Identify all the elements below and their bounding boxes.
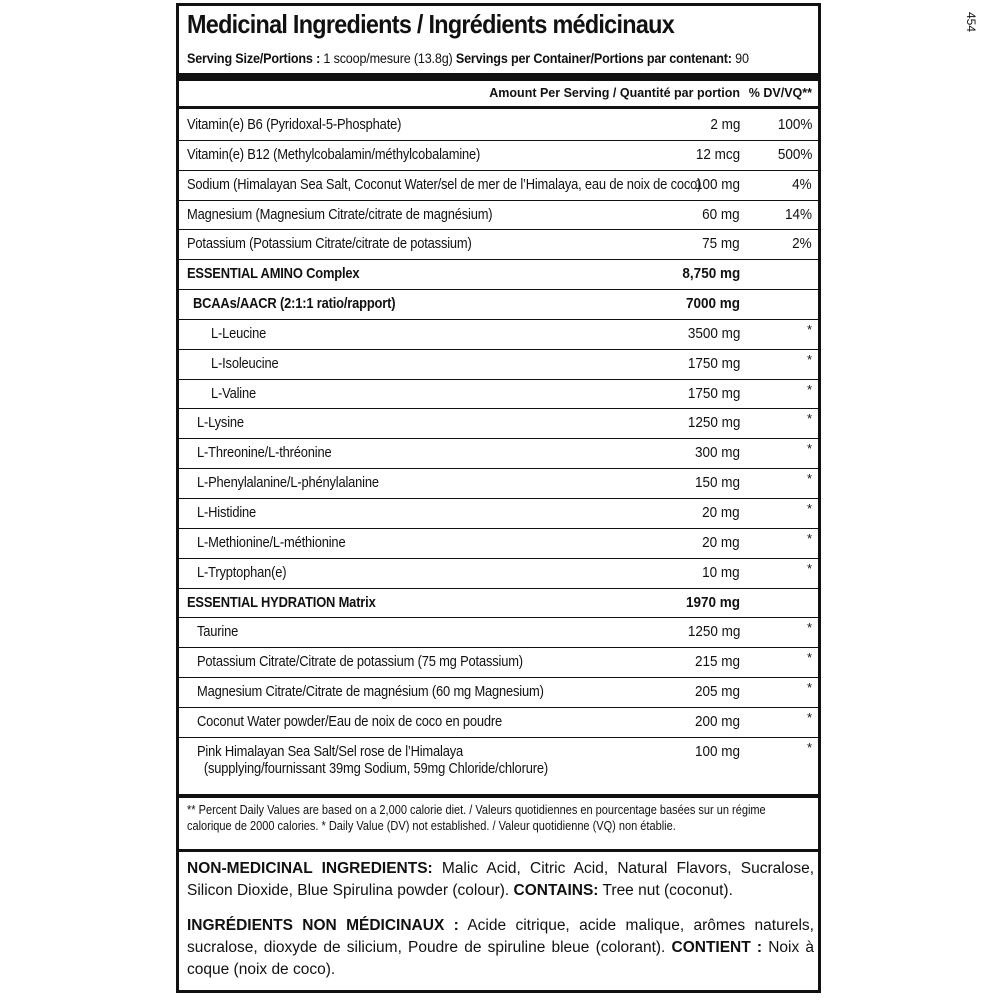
ingredient-name-line: Taurine — [197, 623, 239, 641]
ingredient-amount: 20 mg — [702, 503, 740, 521]
ingredient-name — [197, 414, 244, 431]
non-medicinal-label-fr: INGRÉDIENTS NON MÉDICINAUX : — [187, 917, 459, 934]
non-medicinal-label-en: NON-MEDICINAL INGREDIENTS: — [187, 860, 433, 877]
table-row — [179, 111, 818, 141]
table-row — [179, 409, 818, 439]
ingredient-amount: 1750 mg — [687, 354, 740, 372]
ingredient-name — [197, 444, 331, 461]
ingredient-name — [187, 265, 359, 282]
footnote — [187, 802, 803, 834]
ingredient-name-line: L-Methionine/L-méthionine — [197, 533, 346, 551]
ingredient-name-line: Potassium (Potassium Citrate/citrate de potassium) — [187, 235, 472, 253]
column-header-dv: % DV/VQ** — [748, 86, 812, 100]
footnote-divider — [179, 849, 818, 852]
ingredient-daily-value: * — [806, 351, 812, 367]
ingredient-name — [197, 534, 345, 551]
ingredient-name — [197, 623, 238, 640]
ingredient-amount: 2 mg — [709, 116, 740, 133]
ingredient-daily-value: * — [806, 411, 812, 427]
ingredient-daily-value: * — [806, 680, 812, 696]
ingredient-name — [187, 176, 701, 193]
ingredient-name — [187, 146, 480, 163]
ingredient-amount: 150 mg — [694, 474, 740, 492]
ingredient-name-line: Potassium Citrate/Citrate de potassium (75 mg Potassium) — [197, 653, 523, 671]
ingredient-name — [197, 504, 256, 521]
non-medicinal-text-fr: Acide citrique, acide malique, arômes naturels, sucralose, dioxyde de silicium, Poudre de spiruline bleue (colorant). — [187, 917, 814, 956]
ingredient-name — [211, 385, 256, 402]
non-medicinal-text-en: Malic Acid, Citric Acid, Natural Flavors, Sucralose, Silicon Dioxide, Blue Spirulina powder (colour). — [187, 860, 815, 899]
non-medicinal-ingredients-en — [187, 858, 814, 902]
ingredient-amount: 10 mg — [702, 563, 740, 581]
ingredient-name — [197, 713, 502, 730]
table-row — [179, 678, 818, 708]
table-row — [179, 559, 818, 589]
ingredient-amount: 205 mg — [694, 683, 740, 701]
ingredient-daily-value: * — [806, 441, 812, 457]
table-row — [179, 141, 818, 171]
serving-info — [187, 50, 749, 66]
ingredient-name-line: BCAAs/AACR (2:1:1 ratio/rapport) — [193, 295, 396, 313]
ingredient-name — [197, 474, 379, 491]
serving-label: Serving Size/Portions : — [187, 50, 321, 66]
ingredient-name — [197, 564, 286, 581]
ingredient-amount: 100 mg — [694, 175, 740, 193]
ingredient-daily-value: * — [806, 560, 812, 576]
table-row — [179, 589, 818, 619]
ingredient-name-line: Coconut Water powder/Eau de noix de coco en poudre — [197, 712, 503, 730]
ingredient-name-line: L-Histidine — [197, 503, 257, 521]
ingredient-name — [187, 235, 472, 252]
servings-label: Servings per Container/Portions par contenant: — [455, 50, 732, 66]
ingredient-name-line: L-Tryptophan(e) — [197, 563, 287, 581]
ingredient-amount: 200 mg — [694, 712, 740, 730]
table-row — [179, 171, 818, 201]
contains-label-en: CONTAINS: — [513, 882, 599, 899]
ingredient-daily-value: * — [806, 530, 812, 546]
ingredient-name-line: ESSENTIAL AMINO Complex — [187, 265, 360, 283]
ingredient-name — [193, 295, 395, 312]
ingredient-name-line: L-Isoleucine — [211, 354, 279, 372]
page-title: Medicinal Ingredients / Ingrédients médicinaux — [187, 9, 674, 39]
ingredient-amount: 20 mg — [702, 533, 740, 551]
thick-divider — [179, 73, 818, 81]
ingredient-amount: 60 mg — [702, 205, 740, 223]
ingredient-name — [211, 325, 266, 342]
ingredient-daily-value: 500% — [777, 145, 812, 163]
table-row — [179, 230, 818, 260]
ingredient-name — [197, 743, 548, 777]
ingredient-daily-value: * — [806, 471, 812, 487]
table-row — [179, 439, 818, 469]
header-divider — [179, 106, 818, 109]
ingredient-name-line: L-Threonine/L-thréonine — [197, 444, 332, 462]
ingredient-amount: 100 mg — [694, 742, 740, 760]
ingredient-amount: 7000 mg — [685, 295, 740, 313]
table-row — [179, 469, 818, 499]
ingredient-name-line: Magnesium Citrate/Citrate de magnésium (60 mg Magnesium) — [197, 683, 544, 701]
ingredient-amount: 8,750 mg — [682, 265, 740, 283]
ingredient-amount: 1250 mg — [687, 414, 740, 432]
column-header-amount: Amount Per Serving / Quantité par portion — [489, 86, 740, 100]
ingredient-daily-value: * — [806, 321, 812, 337]
table-row — [179, 738, 818, 791]
ingredient-daily-value: * — [806, 620, 812, 636]
ingredient-daily-value: 2% — [792, 235, 812, 253]
ingredient-amount: 12 mcg — [695, 145, 740, 163]
ingredient-name-line: Sodium (Himalayan Sea Salt, Coconut Water/sel de mer de l’Himalaya, eau de noix de coco) — [187, 175, 702, 193]
ingredient-daily-value: 4% — [792, 175, 812, 193]
ingredient-name — [197, 653, 523, 670]
nutrition-panel — [176, 3, 978, 993]
table-row — [179, 708, 818, 738]
table-row — [179, 380, 818, 410]
ingredient-name-line: L-Leucine — [211, 324, 267, 342]
table-row — [179, 320, 818, 350]
ingredient-amount: 300 mg — [694, 444, 740, 462]
contains-label-fr: CONTIENT : — [671, 939, 763, 956]
table-row — [179, 648, 818, 678]
ingredient-amount: 1750 mg — [687, 384, 740, 402]
contains-text-fr: Noix à coque (noix de coco). — [187, 939, 814, 978]
table-row — [179, 499, 818, 529]
side-code: 454 — [964, 12, 978, 33]
ingredient-name — [197, 683, 544, 700]
ingredient-name-line: L-Lysine — [197, 414, 244, 432]
ingredient-name-line: Vitamin(e) B6 (Pyridoxal-5-Phosphate) — [187, 116, 402, 133]
ingredient-amount: 3500 mg — [687, 324, 740, 342]
ingredient-daily-value: * — [806, 709, 812, 725]
ingredient-name-line: Magnesium (Magnesium Citrate/citrate de magnésium) — [187, 205, 493, 223]
footnote-line-1: ** Percent Daily Values are based on a 2,000 calorie diet. / Valeurs quotidiennes en pourcentage basées sur un régime — [187, 803, 766, 817]
ingredient-daily-value: * — [806, 739, 812, 755]
ingredient-daily-value: * — [806, 381, 812, 397]
ingredient-name-line: L-Phenylalanine/L-phénylalanine — [197, 474, 379, 492]
ingredient-name — [187, 206, 492, 223]
table-row — [179, 350, 818, 380]
ingredient-name-line: Vitamin(e) B12 (Methylcobalamin/méthylcobalamine) — [187, 145, 481, 163]
table-bottom-divider — [179, 794, 818, 798]
ingredient-amount: 215 mg — [694, 653, 740, 671]
ingredient-table — [179, 111, 818, 791]
serving-value: 1 scoop/mesure (13.8g) — [320, 50, 456, 66]
table-row — [179, 260, 818, 290]
footnote-line-2: calorique de 2000 calories. * Daily Value (DV) not established. / Valeur quotidienne (VQ) non établie. — [187, 819, 676, 833]
table-row — [179, 618, 818, 648]
table-row — [179, 290, 818, 320]
non-medicinal-ingredients-fr — [187, 915, 814, 981]
contains-text-en: Tree nut (coconut). — [598, 882, 733, 899]
table-row — [179, 201, 818, 231]
ingredient-daily-value: * — [806, 650, 812, 666]
ingredient-amount: 1250 mg — [687, 623, 740, 641]
table-row — [179, 529, 818, 559]
ingredient-name — [187, 116, 401, 133]
ingredient-daily-value: 14% — [784, 205, 812, 223]
ingredient-name-line-2: (supplying/fournissant 39mg Sodium, 59mg Chloride/chlorure) — [203, 759, 548, 777]
servings-value: 90 — [731, 50, 749, 66]
ingredient-name-line: ESSENTIAL HYDRATION Matrix — [187, 593, 376, 611]
ingredient-amount: 75 mg — [702, 235, 740, 253]
ingredient-daily-value: 100% — [777, 116, 812, 133]
ingredient-name-line: Pink Himalayan Sea Salt/Sel rose de l’Himalaya — [197, 742, 463, 760]
ingredient-name — [187, 594, 376, 611]
ingredient-amount: 1970 mg — [685, 593, 740, 611]
ingredient-name-line: L-Valine — [211, 384, 257, 402]
ingredient-name — [211, 355, 278, 372]
ingredient-daily-value: * — [806, 500, 812, 516]
